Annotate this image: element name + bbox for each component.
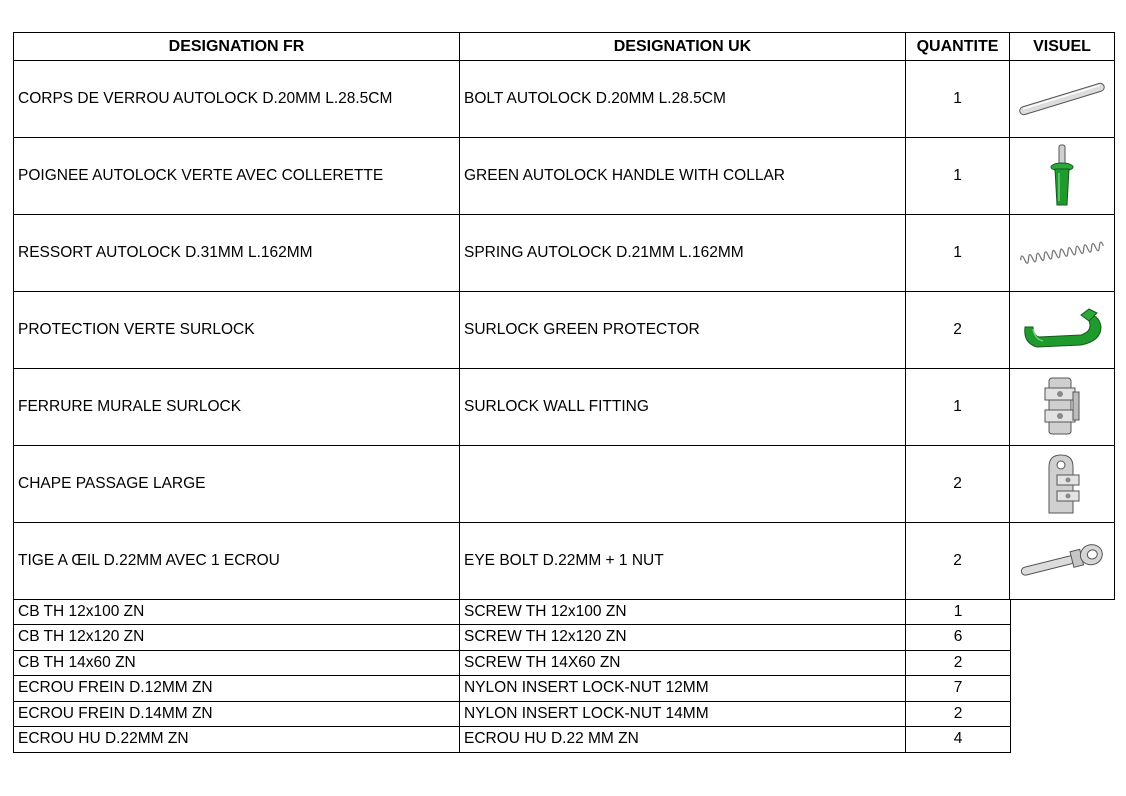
designation-uk: SURLOCK GREEN PROTECTOR [460,292,906,369]
designation-uk: SCREW TH 12x120 ZN [460,625,906,651]
designation-uk: SPRING AUTOLOCK D.21MM L.162MM [460,215,906,292]
table-row [14,523,1115,600]
table-row [14,61,1115,138]
designation-uk: BOLT AUTOLOCK D.20MM L.28.5CM [460,61,906,138]
designation-fr: CORPS DE VERROU AUTOLOCK D.20MM L.28.5CM [14,61,460,138]
quantity: 1 [906,599,1011,625]
parts-table [13,32,1115,600]
designation-fr: ECROU FREIN D.14MM ZN [14,701,460,727]
table-row [14,138,1115,215]
header-row [14,33,1115,61]
quantity: 1 [906,138,1010,215]
table-row [14,215,1115,292]
designation-fr: CB TH 12x100 ZN [14,599,460,625]
table-row [14,599,1011,625]
quantity: 2 [906,523,1010,600]
spring-icon [1016,233,1108,273]
table-row [14,650,1011,676]
quantity: 2 [906,701,1011,727]
designation-uk: EYE BOLT D.22MM + 1 NUT [460,523,906,600]
hardware-table [13,599,1011,753]
header-quantity: QUANTITE [906,33,1010,61]
table-row [14,701,1011,727]
designation-fr: CB TH 14x60 ZN [14,650,460,676]
quantity: 1 [906,61,1010,138]
designation-fr: CB TH 12x120 ZN [14,625,460,651]
designation-fr: ECROU FREIN D.12MM ZN [14,676,460,702]
designation-fr: POIGNEE AUTOLOCK VERTE AVEC COLLERETTE [14,138,460,215]
visual-cell [1010,446,1115,523]
table-row [14,625,1011,651]
visual-cell [1010,292,1115,369]
visual-cell [1010,61,1115,138]
designation-uk: SCREW TH 12x100 ZN [460,599,906,625]
quantity: 6 [906,625,1011,651]
table-row [14,727,1011,753]
table-row [14,676,1011,702]
designation-fr: TIGE A ŒIL D.22MM AVEC 1 ECROU [14,523,460,600]
wall-fitting-icon [1037,374,1087,440]
eye-bolt-icon [1016,536,1108,586]
quantity: 2 [906,650,1011,676]
quantity: 2 [906,446,1010,523]
visual-cell [1010,523,1115,600]
green-protector-icon [1019,305,1105,355]
visual-cell [1010,369,1115,446]
table-row [14,369,1115,446]
visual-cell [1010,138,1115,215]
designation-uk: GREEN AUTOLOCK HANDLE WITH COLLAR [460,138,906,215]
designation-uk [460,446,906,523]
designation-fr: FERRURE MURALE SURLOCK [14,369,460,446]
green-handle-icon [1042,143,1082,209]
parts-list-sheet [13,32,1114,753]
designation-fr: CHAPE PASSAGE LARGE [14,446,460,523]
designation-uk: SCREW TH 14X60 ZN [460,650,906,676]
designation-fr: PROTECTION VERTE SURLOCK [14,292,460,369]
quantity: 1 [906,215,1010,292]
table-row [14,446,1115,523]
quantity: 1 [906,369,1010,446]
designation-uk: ECROU HU D.22 MM ZN [460,727,906,753]
bolt-rod-icon [1016,79,1108,119]
designation-uk: NYLON INSERT LOCK-NUT 14MM [460,701,906,727]
table-row [14,292,1115,369]
quantity: 4 [906,727,1011,753]
quantity: 7 [906,676,1011,702]
designation-uk: SURLOCK WALL FITTING [460,369,906,446]
visual-cell [1010,215,1115,292]
clevis-plate-icon [1037,451,1087,517]
header-designation-uk: DESIGNATION UK [460,33,906,61]
designation-fr: RESSORT AUTOLOCK D.31MM L.162MM [14,215,460,292]
header-visual: VISUEL [1010,33,1115,61]
designation-uk: NYLON INSERT LOCK-NUT 12MM [460,676,906,702]
quantity: 2 [906,292,1010,369]
header-designation-fr: DESIGNATION FR [14,33,460,61]
designation-fr: ECROU HU D.22MM ZN [14,727,460,753]
